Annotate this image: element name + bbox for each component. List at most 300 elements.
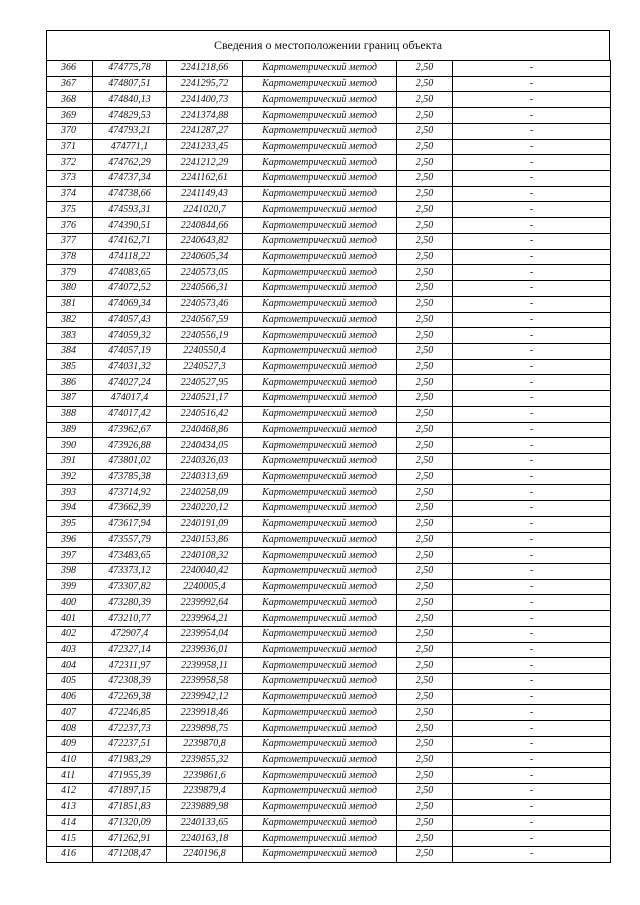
cell-point-number: 366 [47,61,93,77]
table-row [47,202,611,218]
cell-x-coordinate: 472237,51 [93,736,167,752]
cell-point-number: 387 [47,391,93,407]
cell-accuracy: 2,50 [397,265,453,281]
cell-y-coordinate: 2241374,88 [167,108,243,124]
cell-accuracy: 2,50 [397,532,453,548]
cell-point-number: 400 [47,595,93,611]
cell-y-coordinate: 2240468,86 [167,422,243,438]
table-row [47,375,611,391]
cell-method: Картометрический метод [243,296,397,312]
cell-accuracy: 2,50 [397,485,453,501]
cell-y-coordinate: 2240643,82 [167,233,243,249]
cell-accuracy: 2,50 [397,831,453,847]
cell-point-number: 399 [47,579,93,595]
cell-accuracy: 2,50 [397,391,453,407]
cell-point-number: 413 [47,799,93,815]
cell-note: - [453,626,611,642]
table-row [47,343,611,359]
cell-x-coordinate: 471897,15 [93,784,167,800]
table-row [47,721,611,737]
cell-method: Картометрический метод [243,532,397,548]
cell-x-coordinate: 474593,31 [93,202,167,218]
cell-x-coordinate: 474793,21 [93,123,167,139]
cell-point-number: 381 [47,296,93,312]
cell-x-coordinate: 473307,82 [93,579,167,595]
cell-note: - [453,171,611,187]
cell-y-coordinate: 2240153,86 [167,532,243,548]
cell-accuracy: 2,50 [397,108,453,124]
cell-point-number: 377 [47,233,93,249]
cell-point-number: 398 [47,564,93,580]
cell-point-number: 385 [47,359,93,375]
cell-point-number: 367 [47,76,93,92]
table-row [47,831,611,847]
cell-method: Картометрический метод [243,689,397,705]
cell-x-coordinate: 474017,4 [93,391,167,407]
cell-method: Картометрический метод [243,76,397,92]
cell-note: - [453,139,611,155]
cell-x-coordinate: 471320,09 [93,815,167,831]
cell-note: - [453,249,611,265]
cell-point-number: 368 [47,92,93,108]
table-row [47,76,611,92]
table-row [47,626,611,642]
table-row [47,108,611,124]
cell-note: - [453,752,611,768]
cell-method: Картометрический метод [243,171,397,187]
cell-y-coordinate: 2241020,7 [167,202,243,218]
cell-method: Картометрический метод [243,564,397,580]
table-row [47,469,611,485]
table-title: Сведения о местоположении границ объекта [46,30,610,60]
cell-y-coordinate: 2239958,11 [167,658,243,674]
cell-method: Картометрический метод [243,249,397,265]
cell-point-number: 397 [47,548,93,564]
cell-point-number: 404 [47,658,93,674]
cell-y-coordinate: 2241400,73 [167,92,243,108]
cell-point-number: 394 [47,501,93,517]
cell-y-coordinate: 2240566,31 [167,281,243,297]
cell-accuracy: 2,50 [397,328,453,344]
cell-note: - [453,501,611,517]
cell-y-coordinate: 2239964,21 [167,611,243,627]
cell-x-coordinate: 472308,39 [93,674,167,690]
cell-point-number: 403 [47,642,93,658]
cell-accuracy: 2,50 [397,658,453,674]
cell-y-coordinate: 2240567,59 [167,312,243,328]
cell-y-coordinate: 2241149,43 [167,186,243,202]
cell-note: - [453,846,611,862]
table-row [47,564,611,580]
cell-y-coordinate: 2240313,69 [167,469,243,485]
cell-method: Картометрический метод [243,469,397,485]
cell-y-coordinate: 2240516,42 [167,406,243,422]
cell-note: - [453,233,611,249]
cell-note: - [453,296,611,312]
cell-y-coordinate: 2241212,29 [167,155,243,171]
cell-note: - [453,61,611,77]
cell-method: Картометрический метод [243,108,397,124]
cell-point-number: 409 [47,736,93,752]
cell-point-number: 371 [47,139,93,155]
cell-y-coordinate: 2240196,8 [167,846,243,862]
cell-note: - [453,123,611,139]
table-row [47,595,611,611]
table-row [47,674,611,690]
table-row [47,752,611,768]
cell-point-number: 410 [47,752,93,768]
cell-x-coordinate: 472327,14 [93,642,167,658]
cell-y-coordinate: 2239992,64 [167,595,243,611]
cell-point-number: 375 [47,202,93,218]
table-row [47,406,611,422]
cell-method: Картометрический метод [243,721,397,737]
cell-accuracy: 2,50 [397,375,453,391]
cell-accuracy: 2,50 [397,564,453,580]
cell-method: Картометрический метод [243,422,397,438]
cell-accuracy: 2,50 [397,595,453,611]
cell-accuracy: 2,50 [397,611,453,627]
cell-x-coordinate: 474807,51 [93,76,167,92]
table-row [47,548,611,564]
table-row [47,155,611,171]
cell-accuracy: 2,50 [397,705,453,721]
cell-method: Картометрический метод [243,328,397,344]
cell-point-number: 408 [47,721,93,737]
cell-y-coordinate: 2239936,01 [167,642,243,658]
cell-y-coordinate: 2240220,12 [167,501,243,517]
cell-note: - [453,359,611,375]
table-row [47,485,611,501]
cell-accuracy: 2,50 [397,689,453,705]
cell-method: Картометрический метод [243,485,397,501]
cell-x-coordinate: 474072,52 [93,281,167,297]
cell-note: - [453,548,611,564]
cell-accuracy: 2,50 [397,721,453,737]
cell-method: Картометрический метод [243,343,397,359]
cell-accuracy: 2,50 [397,548,453,564]
cell-note: - [453,469,611,485]
cell-point-number: 416 [47,846,93,862]
table-row [47,784,611,800]
cell-point-number: 380 [47,281,93,297]
cell-method: Картометрический метод [243,438,397,454]
cell-point-number: 412 [47,784,93,800]
cell-x-coordinate: 474737,34 [93,171,167,187]
cell-y-coordinate: 2240434,05 [167,438,243,454]
cell-y-coordinate: 2240521,17 [167,391,243,407]
cell-point-number: 407 [47,705,93,721]
cell-note: - [453,595,611,611]
cell-accuracy: 2,50 [397,736,453,752]
cell-x-coordinate: 474840,13 [93,92,167,108]
cell-accuracy: 2,50 [397,846,453,862]
table-row [47,281,611,297]
cell-method: Картометрический метод [243,359,397,375]
cell-method: Картометрический метод [243,233,397,249]
cell-x-coordinate: 472246,85 [93,705,167,721]
table-row [47,579,611,595]
cell-note: - [453,375,611,391]
cell-point-number: 382 [47,312,93,328]
cell-x-coordinate: 474775,78 [93,61,167,77]
table-row [47,218,611,234]
cell-note: - [453,453,611,469]
cell-y-coordinate: 2240191,09 [167,516,243,532]
cell-method: Картометрический метод [243,642,397,658]
cell-point-number: 383 [47,328,93,344]
cell-note: - [453,76,611,92]
cell-point-number: 393 [47,485,93,501]
cell-x-coordinate: 473617,94 [93,516,167,532]
table-row [47,265,611,281]
table-row [47,422,611,438]
cell-x-coordinate: 474118,22 [93,249,167,265]
cell-y-coordinate: 2240258,09 [167,485,243,501]
cell-method: Картометрический метод [243,123,397,139]
cell-method: Картометрический метод [243,752,397,768]
cell-point-number: 372 [47,155,93,171]
cell-point-number: 376 [47,218,93,234]
table-row [47,516,611,532]
cell-point-number: 415 [47,831,93,847]
cell-y-coordinate: 2241218,66 [167,61,243,77]
cell-y-coordinate: 2239918,46 [167,705,243,721]
cell-accuracy: 2,50 [397,501,453,517]
table-row [47,296,611,312]
cell-method: Картометрический метод [243,674,397,690]
cell-x-coordinate: 471983,29 [93,752,167,768]
cell-note: - [453,815,611,831]
cell-accuracy: 2,50 [397,799,453,815]
cell-x-coordinate: 473483,65 [93,548,167,564]
cell-note: - [453,642,611,658]
cell-note: - [453,674,611,690]
cell-x-coordinate: 474762,29 [93,155,167,171]
cell-accuracy: 2,50 [397,674,453,690]
table-body [47,61,611,863]
cell-method: Картометрический метод [243,548,397,564]
cell-point-number: 389 [47,422,93,438]
cell-note: - [453,689,611,705]
cell-y-coordinate: 2240163,18 [167,831,243,847]
cell-x-coordinate: 474738,66 [93,186,167,202]
cell-method: Картометрический метод [243,815,397,831]
cell-x-coordinate: 474059,32 [93,328,167,344]
cell-note: - [453,202,611,218]
cell-note: - [453,391,611,407]
cell-x-coordinate: 473662,39 [93,501,167,517]
cell-accuracy: 2,50 [397,516,453,532]
cell-accuracy: 2,50 [397,92,453,108]
cell-x-coordinate: 472311,97 [93,658,167,674]
cell-accuracy: 2,50 [397,642,453,658]
cell-point-number: 411 [47,768,93,784]
cell-accuracy: 2,50 [397,171,453,187]
boundary-points-table [46,60,611,863]
table-row [47,501,611,517]
cell-accuracy: 2,50 [397,281,453,297]
cell-method: Картометрический метод [243,799,397,815]
cell-x-coordinate: 474771,1 [93,139,167,155]
cell-note: - [453,281,611,297]
cell-x-coordinate: 472907,4 [93,626,167,642]
cell-x-coordinate: 474027,24 [93,375,167,391]
cell-method: Картометрический метод [243,501,397,517]
cell-point-number: 392 [47,469,93,485]
cell-x-coordinate: 473557,79 [93,532,167,548]
cell-x-coordinate: 474083,65 [93,265,167,281]
cell-note: - [453,438,611,454]
cell-note: - [453,705,611,721]
cell-method: Картометрический метод [243,658,397,674]
cell-x-coordinate: 473210,77 [93,611,167,627]
cell-x-coordinate: 473280,39 [93,595,167,611]
cell-method: Картометрический метод [243,61,397,77]
cell-y-coordinate: 2239898,75 [167,721,243,737]
cell-method: Картометрический метод [243,626,397,642]
cell-y-coordinate: 2239942,12 [167,689,243,705]
cell-accuracy: 2,50 [397,61,453,77]
cell-point-number: 391 [47,453,93,469]
cell-x-coordinate: 474057,43 [93,312,167,328]
cell-note: - [453,328,611,344]
cell-point-number: 390 [47,438,93,454]
cell-accuracy: 2,50 [397,453,453,469]
cell-x-coordinate: 471262,91 [93,831,167,847]
cell-x-coordinate: 473962,67 [93,422,167,438]
cell-note: - [453,736,611,752]
cell-method: Картометрический метод [243,139,397,155]
cell-method: Картометрический метод [243,784,397,800]
cell-x-coordinate: 473785,38 [93,469,167,485]
cell-note: - [453,422,611,438]
cell-accuracy: 2,50 [397,249,453,265]
cell-accuracy: 2,50 [397,233,453,249]
cell-method: Картометрический метод [243,768,397,784]
cell-point-number: 384 [47,343,93,359]
table-row [47,61,611,77]
cell-accuracy: 2,50 [397,202,453,218]
cell-y-coordinate: 2239870,8 [167,736,243,752]
cell-point-number: 369 [47,108,93,124]
cell-y-coordinate: 2240844,66 [167,218,243,234]
cell-point-number: 396 [47,532,93,548]
cell-accuracy: 2,50 [397,312,453,328]
cell-point-number: 395 [47,516,93,532]
cell-y-coordinate: 2239861,6 [167,768,243,784]
cell-method: Картометрический метод [243,453,397,469]
cell-method: Картометрический метод [243,218,397,234]
table-row [47,123,611,139]
cell-method: Картометрический метод [243,846,397,862]
cell-accuracy: 2,50 [397,752,453,768]
cell-note: - [453,532,611,548]
table-row [47,453,611,469]
cell-y-coordinate: 2240108,32 [167,548,243,564]
cell-accuracy: 2,50 [397,218,453,234]
cell-note: - [453,611,611,627]
document-page [46,30,610,863]
cell-note: - [453,721,611,737]
cell-y-coordinate: 2240040,42 [167,564,243,580]
table-row [47,689,611,705]
cell-method: Картометрический метод [243,391,397,407]
cell-accuracy: 2,50 [397,343,453,359]
table-row [47,391,611,407]
table-row [47,233,611,249]
cell-method: Картометрический метод [243,736,397,752]
cell-accuracy: 2,50 [397,296,453,312]
cell-y-coordinate: 2240550,4 [167,343,243,359]
cell-accuracy: 2,50 [397,815,453,831]
cell-note: - [453,516,611,532]
cell-accuracy: 2,50 [397,186,453,202]
cell-accuracy: 2,50 [397,579,453,595]
cell-method: Картометрический метод [243,611,397,627]
cell-point-number: 373 [47,171,93,187]
cell-accuracy: 2,50 [397,469,453,485]
cell-note: - [453,768,611,784]
cell-method: Картометрический метод [243,155,397,171]
cell-point-number: 370 [47,123,93,139]
table-row [47,815,611,831]
cell-method: Картометрический метод [243,516,397,532]
cell-note: - [453,658,611,674]
table-row [47,171,611,187]
cell-note: - [453,265,611,281]
cell-note: - [453,799,611,815]
cell-y-coordinate: 2240573,05 [167,265,243,281]
table-row [47,768,611,784]
cell-accuracy: 2,50 [397,438,453,454]
cell-method: Картометрический метод [243,595,397,611]
table-row [47,359,611,375]
cell-accuracy: 2,50 [397,422,453,438]
cell-point-number: 388 [47,406,93,422]
table-row [47,658,611,674]
cell-method: Картометрический метод [243,265,397,281]
cell-y-coordinate: 2240527,95 [167,375,243,391]
cell-method: Картометрический метод [243,831,397,847]
cell-point-number: 386 [47,375,93,391]
cell-accuracy: 2,50 [397,359,453,375]
cell-method: Картометрический метод [243,312,397,328]
cell-y-coordinate: 2240527,3 [167,359,243,375]
cell-method: Картометрический метод [243,406,397,422]
cell-method: Картометрический метод [243,186,397,202]
cell-x-coordinate: 472269,38 [93,689,167,705]
cell-accuracy: 2,50 [397,406,453,422]
cell-note: - [453,155,611,171]
cell-point-number: 374 [47,186,93,202]
cell-method: Картометрический метод [243,705,397,721]
cell-x-coordinate: 471208,47 [93,846,167,862]
cell-note: - [453,579,611,595]
cell-note: - [453,784,611,800]
cell-point-number: 406 [47,689,93,705]
table-row [47,92,611,108]
cell-point-number: 414 [47,815,93,831]
cell-method: Картометрический метод [243,281,397,297]
cell-method: Картометрический метод [243,202,397,218]
table-row [47,328,611,344]
cell-point-number: 378 [47,249,93,265]
cell-y-coordinate: 2240573,46 [167,296,243,312]
cell-x-coordinate: 474057,19 [93,343,167,359]
table-row [47,705,611,721]
table-row [47,186,611,202]
